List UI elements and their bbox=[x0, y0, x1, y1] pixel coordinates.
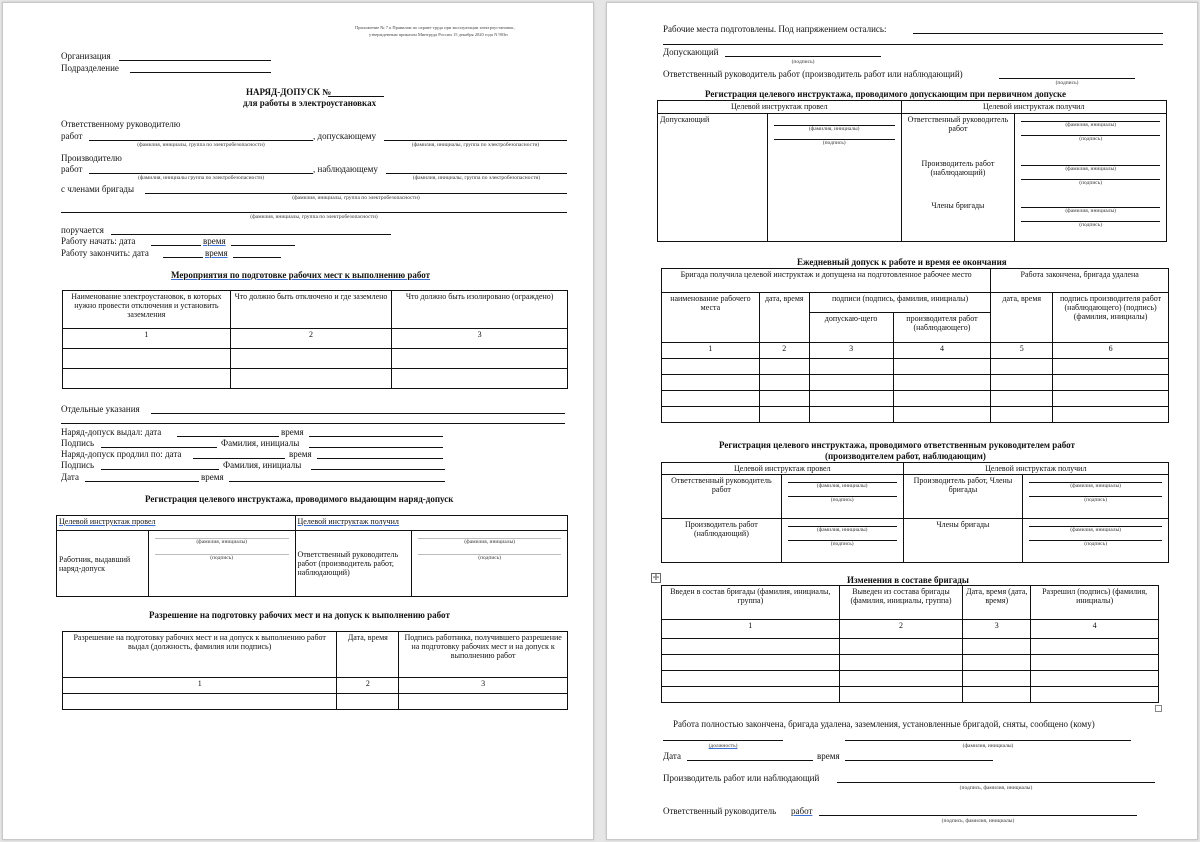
table-cell[interactable] bbox=[662, 359, 760, 375]
final-fio-field[interactable] bbox=[845, 740, 1131, 741]
daily-col-1-header: наименование рабочего места bbox=[662, 293, 760, 343]
table-cell[interactable] bbox=[662, 671, 840, 687]
reg2-prod-sign-cell[interactable]: (фамилия, инициалы) (подпись) bbox=[1015, 158, 1167, 200]
table-cell[interactable] bbox=[759, 407, 809, 423]
start-time-label: время bbox=[203, 236, 226, 246]
table-cell[interactable] bbox=[839, 671, 963, 687]
observer-field[interactable] bbox=[386, 173, 567, 174]
resp-work-final-label: работ bbox=[791, 806, 813, 816]
producer-field[interactable] bbox=[89, 173, 313, 174]
table-row bbox=[662, 391, 1169, 407]
reg1-title: Регистрация целевого инструктажа, проводимого выдающим наряд-допуск bbox=[145, 494, 454, 504]
reg2-resp-sign-cell[interactable]: (фамилия, инициалы) (подпись) bbox=[1015, 114, 1167, 158]
extended-date-field[interactable] bbox=[193, 458, 285, 459]
table-cell[interactable] bbox=[963, 687, 1031, 703]
prepared-field-2[interactable] bbox=[663, 44, 1163, 45]
issued-time-field[interactable] bbox=[309, 436, 443, 437]
table-cell[interactable] bbox=[392, 349, 568, 369]
measures-header-2: Что должно быть отключено и где заземлено bbox=[230, 291, 392, 329]
measures-num-2: 2 bbox=[230, 329, 392, 349]
brigade-field-1[interactable] bbox=[145, 193, 567, 194]
header-note-line-2: утвержденным приказом Минтруда России 15 декабря 2020 года N 903н bbox=[369, 32, 508, 37]
reg1-resp-sign-cell[interactable]: (фамилия, инициалы) (подпись) bbox=[412, 531, 568, 597]
table-cell[interactable] bbox=[839, 655, 963, 671]
issued-label: Наряд-допуск выдал: дата bbox=[61, 427, 162, 437]
table-cell[interactable] bbox=[963, 655, 1031, 671]
table-cell[interactable] bbox=[392, 369, 568, 389]
producer-work-label: работ bbox=[61, 164, 83, 174]
daily-num-6: 6 bbox=[1053, 343, 1169, 359]
note-fio-final: (фамилия, инициалы) bbox=[962, 743, 1014, 749]
table-cell[interactable] bbox=[63, 349, 231, 369]
sign-label-1: Подпись bbox=[61, 438, 95, 448]
final-position-field[interactable] bbox=[663, 740, 783, 741]
extended-time-label: время bbox=[289, 449, 312, 459]
reg2-members-label: Члены бригады bbox=[901, 200, 1015, 242]
table-row bbox=[662, 639, 1159, 655]
table-cell[interactable] bbox=[1031, 639, 1159, 655]
permission-table bbox=[62, 631, 568, 710]
note-brigade-2: (фамилия, инициалы, группа по электробезопасности) bbox=[250, 214, 378, 220]
final-time-label: время bbox=[817, 751, 840, 761]
admitter-label: Допускающий bbox=[663, 47, 719, 57]
final-text: Работа полностью закончена, бригада удалена, заземления, установленные бригадой, сняты, сообщено (кому) bbox=[673, 719, 1095, 729]
prod-obs-label: Производитель работ или наблюдающий bbox=[663, 773, 820, 783]
table-cell[interactable] bbox=[809, 407, 893, 423]
changes-num-3: 3 bbox=[963, 620, 1031, 639]
changes-header-1: Введен в состав бригады (фамилия, инициалы, группа) bbox=[662, 586, 840, 620]
admit-label: , допускающему bbox=[313, 131, 376, 141]
daily-col-3-header: подписи (подпись, фамилия, инициалы) bbox=[809, 293, 991, 313]
measures-header-1: Наименование электроустановок, в которых нужно провести отключения и установить заземления bbox=[63, 291, 231, 329]
resp-head-label: Ответственному руководителю bbox=[61, 119, 181, 129]
reg3-prod-members-label: Производитель работ, Члены бригады bbox=[903, 475, 1023, 519]
reg3-resp-sign-cell[interactable]: (фамилия, инициалы) (подпись) bbox=[781, 475, 903, 519]
table-cell[interactable] bbox=[662, 687, 840, 703]
fio-field-2[interactable] bbox=[311, 469, 445, 470]
reg2-admitter-sign-cell[interactable]: (фамилия, инициалы) (подпись) bbox=[767, 114, 901, 242]
table-cell[interactable] bbox=[399, 694, 568, 710]
table-cell[interactable] bbox=[662, 375, 760, 391]
prod-obs-field[interactable] bbox=[837, 782, 1155, 783]
changes-num-4: 4 bbox=[1031, 620, 1159, 639]
reg3-resp-label: Ответственный руководитель работ bbox=[662, 475, 782, 519]
table-cell[interactable] bbox=[991, 375, 1053, 391]
table-row bbox=[662, 655, 1159, 671]
table-cell[interactable] bbox=[662, 391, 760, 407]
table-cell[interactable] bbox=[893, 391, 991, 407]
note-fio-group-3: (фамилия, инициалы группа по электробезопасности) bbox=[137, 175, 265, 181]
reg2-prod-label: Производитель работ (наблюдающий) bbox=[901, 158, 1015, 200]
final-date-field[interactable] bbox=[687, 760, 813, 761]
extended-label: Наряд-допуск продлил по: дата bbox=[61, 449, 182, 459]
start-label: Работу начать: дата bbox=[61, 236, 136, 246]
table-cell[interactable] bbox=[662, 655, 840, 671]
table-cell[interactable] bbox=[63, 694, 337, 710]
observer-label: , наблюдающему bbox=[313, 164, 378, 174]
reg2-held-header: Целевой инструктаж провел bbox=[658, 101, 902, 114]
special-field-1[interactable] bbox=[151, 413, 565, 414]
final-time-field[interactable] bbox=[845, 760, 993, 761]
table-cell[interactable] bbox=[230, 349, 392, 369]
fio-label-2: Фамилия, инициалы bbox=[223, 460, 302, 470]
start-time-field[interactable] bbox=[231, 245, 295, 246]
measures-num-3: 3 bbox=[392, 329, 568, 349]
reg3-title-1: Регистрация целевого инструктажа, проводимого ответственным руководителем работ bbox=[719, 440, 1075, 450]
reg2-admitter-label: Допускающий bbox=[658, 114, 768, 242]
table-cell[interactable] bbox=[1031, 655, 1159, 671]
permission-header-3: Подпись работника, получившего разрешение на подготовку рабочих мест и на допуск к выполнению работ bbox=[399, 632, 568, 678]
reg2-title: Регистрация целевого инструктажа, проводимого допускающим при первичном допуске bbox=[705, 89, 1066, 99]
changes-title: Изменения в составе бригады bbox=[847, 575, 969, 585]
resp-head-final-label: Ответственный руководитель bbox=[663, 806, 777, 816]
reg1-worker-label: Работник, выдавший наряд-допуск bbox=[57, 531, 149, 597]
finish-label: Работу закончить: дата bbox=[61, 248, 149, 258]
org-label: Организация bbox=[61, 51, 111, 61]
table-cell[interactable] bbox=[963, 671, 1031, 687]
changes-table bbox=[661, 585, 1159, 703]
daily-num-2: 2 bbox=[759, 343, 809, 359]
resp-work-label: работ bbox=[61, 131, 83, 141]
reg2-table bbox=[657, 100, 1167, 242]
daily-num-4: 4 bbox=[893, 343, 991, 359]
measures-header-3: Что должно быть изолировано (ограждено) bbox=[392, 291, 568, 329]
date-time-label: время bbox=[201, 472, 224, 482]
table-cell[interactable] bbox=[893, 375, 991, 391]
measures-num-1: 1 bbox=[63, 329, 231, 349]
resp-prod-sign-note: (подпись) bbox=[1055, 80, 1079, 86]
permission-title: Разрешение на подготовку рабочих мест и на допуск к выполнению работ bbox=[149, 610, 450, 620]
table-row bbox=[662, 687, 1159, 703]
brigade-field-2[interactable] bbox=[61, 212, 567, 213]
reg3-held-header: Целевой инструктаж провел bbox=[662, 463, 904, 475]
daily-table bbox=[661, 268, 1169, 423]
table-row bbox=[662, 407, 1169, 423]
document-page-2 bbox=[606, 2, 1198, 840]
date-time-field[interactable] bbox=[229, 481, 445, 482]
table-cell[interactable] bbox=[1031, 687, 1159, 703]
resp-prod-label: Ответственный руководитель работ (производитель работ или наблюдающий) bbox=[663, 69, 963, 79]
permission-header-2: Дата, время bbox=[337, 632, 399, 678]
fio-label-1: Фамилия, инициалы bbox=[221, 438, 300, 448]
table-row bbox=[662, 671, 1159, 687]
table-cell[interactable] bbox=[809, 375, 893, 391]
daily-num-5: 5 bbox=[991, 343, 1053, 359]
table-cell[interactable] bbox=[1053, 391, 1169, 407]
table-cell[interactable] bbox=[1053, 375, 1169, 391]
doc-number-field[interactable] bbox=[328, 96, 384, 97]
sign-field-1[interactable] bbox=[101, 447, 217, 448]
table-row bbox=[63, 369, 568, 389]
brigade-label: с членами бригады bbox=[61, 184, 135, 194]
dept-field[interactable] bbox=[130, 72, 271, 73]
table-cell[interactable] bbox=[893, 407, 991, 423]
note-position: (должность) bbox=[708, 743, 738, 749]
table-row bbox=[63, 349, 568, 369]
table-row bbox=[662, 359, 1169, 375]
resp-head-final-field[interactable] bbox=[819, 815, 1137, 816]
table-cell[interactable] bbox=[839, 687, 963, 703]
dept-label: Подразделение bbox=[61, 63, 119, 73]
table-cell[interactable] bbox=[991, 407, 1053, 423]
note-fio-group-1: (фамилия, инициалы, группа по электробезопасности) bbox=[137, 142, 265, 148]
admitter-sign-note: (подпись) bbox=[791, 59, 815, 65]
note-fio-group-4: (фамилия, инициалы, группа по электробезопасности) bbox=[412, 175, 541, 181]
daily-num-3: 3 bbox=[809, 343, 893, 359]
daily-group-2-header: Работа закончена, бригада удалена bbox=[991, 269, 1169, 293]
daily-col-6-header: подпись производителя работ (наблюдающего) (подпись) (фамилия, инициалы) bbox=[1053, 293, 1169, 343]
table-cell[interactable] bbox=[337, 694, 399, 710]
reg1-held-header: Целевой инструктаж провел bbox=[57, 516, 296, 531]
measures-table bbox=[62, 290, 568, 389]
table-cell[interactable] bbox=[1053, 359, 1169, 375]
finish-date-field[interactable] bbox=[163, 257, 203, 258]
note-fio-group-2: (фамилия, инициалы, группа по электробезопасности) bbox=[411, 142, 540, 148]
table-cell[interactable] bbox=[809, 359, 893, 375]
issued-time-label: время bbox=[281, 427, 304, 437]
reg3-title-2: (производителем работ, наблюдающим) bbox=[825, 451, 986, 461]
daily-col-3b-header: производителя работ (наблюдающего) bbox=[893, 313, 991, 343]
table-cell[interactable] bbox=[1031, 671, 1159, 687]
reg3-members-label: Члены бригады bbox=[903, 519, 1023, 563]
special-label: Отдельные указания bbox=[61, 404, 140, 414]
table-cell[interactable] bbox=[759, 391, 809, 407]
issued-date-field[interactable] bbox=[177, 436, 279, 437]
reg1-worker-sign-cell[interactable]: (фамилия, инициалы) (подпись) bbox=[148, 531, 295, 597]
date-field[interactable] bbox=[85, 481, 199, 482]
reg3-table bbox=[661, 462, 1169, 563]
fio-field-1[interactable] bbox=[309, 447, 443, 448]
producer-label: Производителю bbox=[61, 153, 122, 163]
finish-time-field[interactable] bbox=[233, 257, 281, 258]
reg1-table bbox=[56, 515, 568, 597]
document-title: НАРЯД-ДОПУСК № bbox=[246, 87, 332, 97]
table-cell[interactable] bbox=[893, 359, 991, 375]
finish-time-label: время bbox=[205, 248, 228, 258]
table-cell[interactable] bbox=[991, 359, 1053, 375]
table-row bbox=[63, 694, 568, 710]
permission-header-1: Разрешение на подготовку рабочих мест и на допуск к выполнению работ выдал (должность, фамилия или подпись) bbox=[63, 632, 337, 678]
document-page-1 bbox=[2, 2, 594, 840]
reg1-got-header: Целевой инструктаж получил bbox=[295, 516, 568, 531]
reg2-resp-label: Ответственный руководитель работ bbox=[901, 114, 1015, 158]
table-cell[interactable] bbox=[662, 639, 840, 655]
table-cell[interactable] bbox=[963, 639, 1031, 655]
document-subtitle: для работы в электроустановках bbox=[243, 98, 377, 108]
resize-handle-icon[interactable] bbox=[1155, 705, 1162, 712]
changes-header-3: Дата, время (дата, время) bbox=[963, 586, 1031, 620]
entrusted-label: поручается bbox=[61, 225, 104, 235]
reg2-got-header: Целевой инструктаж получил bbox=[901, 101, 1166, 114]
admitter-field[interactable] bbox=[725, 56, 881, 57]
daily-num-1: 1 bbox=[662, 343, 760, 359]
date-label: Дата bbox=[61, 472, 79, 482]
reg3-got-header: Целевой инструктаж получил bbox=[903, 463, 1168, 475]
changes-header-4: Разрешил (подпись) (фамилия, инициалы) bbox=[1031, 586, 1159, 620]
daily-col-2-header: дата, время bbox=[759, 293, 809, 343]
prepared-field-1[interactable] bbox=[913, 33, 1163, 34]
table-cell[interactable] bbox=[662, 407, 760, 423]
extended-time-field[interactable] bbox=[317, 458, 443, 459]
admit-field[interactable] bbox=[384, 140, 567, 141]
final-date-label: Дата bbox=[663, 751, 681, 761]
permission-num-3: 3 bbox=[399, 678, 568, 694]
note-sign-fio-1: (подпись, фамилия, инициалы) bbox=[959, 785, 1033, 791]
special-field-2[interactable] bbox=[61, 423, 565, 424]
daily-title: Ежедневный допуск к работе и время ее окончания bbox=[797, 257, 1007, 267]
table-cell[interactable] bbox=[839, 639, 963, 655]
header-note-line-1: Приложение № 7 к Правилам по охране труда при эксплуатации электроустановок, bbox=[355, 25, 515, 30]
start-date-field[interactable] bbox=[151, 245, 201, 246]
table-cell[interactable] bbox=[759, 359, 809, 375]
reg1-resp-label: Ответственный руководитель работ (производитель работ, наблюдающий) bbox=[295, 531, 412, 597]
changes-num-2: 2 bbox=[839, 620, 963, 639]
reg3-prod-label: Производитель работ (наблюдающий) bbox=[662, 519, 782, 563]
daily-col-5-header: дата, время bbox=[991, 293, 1053, 343]
changes-num-1: 1 bbox=[662, 620, 840, 639]
reg3-members-sign-cell[interactable]: (фамилия, инициалы) (подпись) bbox=[1023, 519, 1169, 563]
table-cell[interactable] bbox=[63, 369, 231, 389]
permission-num-2: 2 bbox=[337, 678, 399, 694]
reg3-prod-sign-cell[interactable]: (фамилия, инициалы) (подпись) bbox=[781, 519, 903, 563]
table-cell[interactable] bbox=[759, 375, 809, 391]
move-handle-icon[interactable]: ✛ bbox=[652, 573, 660, 582]
reg3-prod-members-sign-cell[interactable]: (фамилия, инициалы) (подпись) bbox=[1023, 475, 1169, 519]
note-brigade-1: (фамилия, инициалы, группа по электробезопасности) bbox=[292, 195, 420, 201]
changes-header-2: Выведен из состава бригады (фамилия, инициалы, группа) bbox=[839, 586, 963, 620]
resp-head-field[interactable] bbox=[89, 140, 313, 141]
sign-field-2[interactable] bbox=[101, 469, 219, 470]
entrusted-field[interactable] bbox=[111, 234, 391, 235]
table-cell[interactable] bbox=[991, 391, 1053, 407]
prepared-label: Рабочие места подготовлены. Под напряжением остались: bbox=[663, 24, 887, 34]
daily-group-1-header: Бригада получила целевой инструктаж и допущена на подготовленное рабочее место bbox=[662, 269, 991, 293]
table-cell[interactable] bbox=[230, 369, 392, 389]
permission-num-1: 1 bbox=[63, 678, 337, 694]
org-field[interactable] bbox=[119, 60, 271, 61]
daily-col-3a-header: допускаю-щего bbox=[809, 313, 893, 343]
measures-title: Мероприятия по подготовке рабочих мест к выполнению работ bbox=[171, 270, 431, 280]
reg2-members-sign-cell[interactable]: (фамилия, инициалы) (подпись) bbox=[1015, 200, 1167, 242]
resp-prod-field[interactable] bbox=[999, 78, 1135, 79]
sign-label-2: Подпись bbox=[61, 460, 95, 470]
table-cell[interactable] bbox=[809, 391, 893, 407]
table-row bbox=[662, 375, 1169, 391]
note-sign-fio-2: (подпись, фамилия, инициалы) bbox=[941, 818, 1015, 824]
table-cell[interactable] bbox=[1053, 407, 1169, 423]
